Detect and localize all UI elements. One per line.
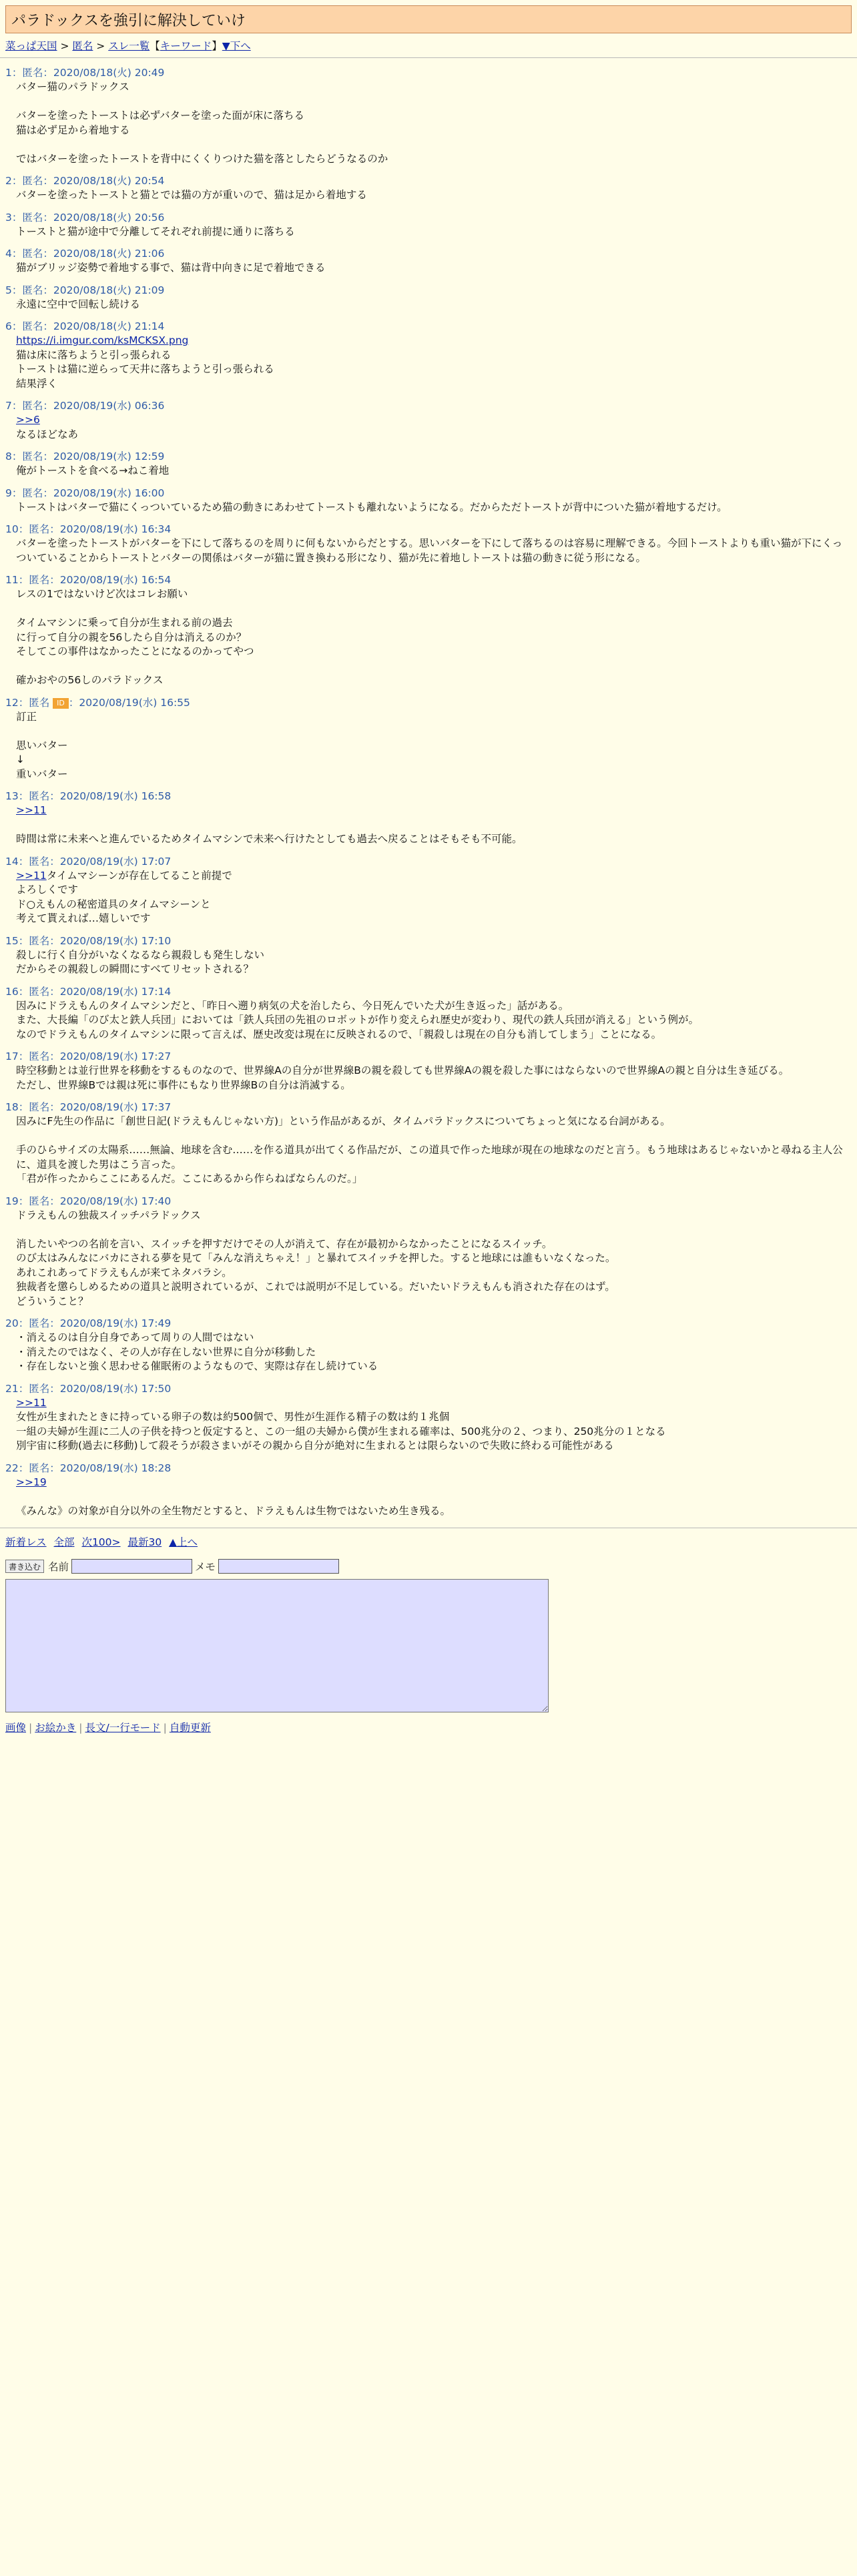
post-line: 考えて貰えれば…嬉しいです — [16, 912, 151, 924]
post-header[interactable]: 5：匿名：2020/08/18(火) 21:09 — [5, 284, 165, 296]
post-line: に行って自分の親を56したら自分は消えるのか？ — [16, 631, 247, 643]
post-line: そしてこの事件はなかったことになるのかってやつ — [16, 645, 254, 657]
post-line: 時空移動とは並行世界を移動をするものなので、世界線Aの自分が世界線Bの親を殺しても世界線Aの親を殺した事にはならないので世界線Aの親と自分は生き延びる。 — [16, 1064, 790, 1076]
post-header[interactable]: 10：匿名：2020/08/19(水) 16:34 — [5, 523, 172, 535]
post — [5, 1317, 852, 1374]
post-body — [5, 1396, 852, 1454]
post-line: 思いバター — [16, 739, 68, 751]
reply-anchor-link[interactable]: >>11 — [16, 804, 47, 816]
post-body — [5, 413, 852, 442]
post-body — [5, 803, 852, 847]
post-header[interactable]: 11：匿名：2020/08/19(水) 16:54 — [5, 574, 172, 586]
scroll-down-link[interactable]: ▼下へ — [222, 40, 251, 52]
name-field[interactable] — [71, 1559, 192, 1574]
post-line: 女性が生まれたときに持っている卵子の数は約500個で、男性が生涯作る精子の数は約１兆個 — [16, 1411, 450, 1423]
reply-anchor-link[interactable]: >>11 — [16, 1396, 47, 1409]
post-line — [16, 803, 852, 818]
long-text-mode-link[interactable]: 長文/一行モード — [85, 1722, 161, 1734]
post-line: 確かおやの56しのパラドックス — [16, 674, 164, 686]
post-line-text: タイムマシーンが存在してること前提で — [46, 869, 232, 882]
post-line: 重いバター — [16, 767, 68, 780]
post — [5, 985, 852, 1042]
post — [5, 1050, 852, 1092]
post — [5, 934, 852, 977]
post-line: だからその親殺しの瞬間にすべてリセットされる？ — [16, 963, 254, 975]
post-line — [16, 724, 852, 739]
post-line: タイムマシンに乗って自分が生まれる前の過去 — [16, 617, 233, 629]
post-line: トーストはバターで猫にくっついているため猫の動きにあわせてトーストも離れないようになる。だからただトーストが背中についた猫が着地するだけ。 — [16, 501, 728, 513]
auto-refresh-link[interactable]: 自動更新 — [169, 1722, 211, 1734]
post-line: ではバターを塗ったトーストを背中にくくりつけた猫を落としたらどうなるのか — [16, 152, 388, 165]
post-body — [5, 225, 852, 240]
post-line: バター猫のパラドックス — [16, 81, 129, 93]
post-body — [5, 1209, 852, 1309]
post-header[interactable]: 16：匿名：2020/08/19(水) 17:14 — [5, 985, 172, 998]
post-line: よろしくです — [16, 884, 79, 896]
post-line: 時間は常に未来へと進んでいるためタイムマシンで未来へ行けたとしても過去へ戻ることはそもそも不可能。 — [16, 833, 523, 845]
post-line — [16, 602, 852, 617]
post-body — [5, 1114, 852, 1187]
post-line: 別宇宙に移動(過去に移動)して殺そうが殺さまいがその親から自分が絶対に生まれるとは限らないので失敗に終わる可能性がある — [16, 1439, 614, 1452]
post-line: 猫がブリッジ姿勢で着地する事で、猫は背中向きに足で着地できる — [16, 262, 326, 274]
post-header[interactable]: 7：匿名：2020/08/19(水) 06:36 — [5, 400, 165, 412]
page-title: パラドックスを強引に解決していけ — [5, 5, 852, 33]
post-line — [16, 413, 852, 428]
post-header[interactable]: 15：匿名：2020/08/19(水) 17:10 — [5, 934, 172, 947]
post — [5, 696, 852, 782]
post — [5, 399, 852, 442]
post-line: トーストと猫が途中で分離してそれぞれ前提に通りに落ちる — [16, 225, 295, 238]
reply-anchor-link[interactable]: >>19 — [16, 1476, 47, 1488]
next-100-link[interactable]: 次100> — [81, 1536, 121, 1548]
post-line — [16, 1476, 852, 1490]
post-line: ・消えたのではなく、その人が存在しない世界に自分が移動した — [16, 1345, 316, 1358]
post-list — [0, 66, 857, 1518]
post-line — [16, 95, 852, 109]
post-line: バターを塗ったトーストがバターを下にして落ちるのを周りに何もないからだとする。思いバターを下にして落ちるのは容易に理解できる。今回トーストよりも重い猫が下にくっついていることからトーストとバターの関係はバターが猫に置き換わる形になり、猫が先に着地しトーストは猫の動きに従う形になる。 — [16, 537, 843, 564]
reply-form — [5, 1558, 857, 1715]
post-line: あれこれあってドラえもんが来てネタバラシ。 — [16, 1266, 232, 1279]
post-line: 因みにドラえもんのタイムマシンだと、「昨日へ遡り病気の犬を治したら、今日死んでいた犬が生き返った」話がある。 — [16, 999, 569, 1012]
post-body — [5, 948, 852, 977]
post-body — [5, 587, 852, 688]
post-header[interactable]: 13：匿名：2020/08/19(水) 16:58 — [5, 790, 172, 802]
post-body — [5, 464, 852, 478]
post-header[interactable]: 18：匿名：2020/08/19(水) 17:37 — [5, 1101, 172, 1113]
post-line: 因みにF先生の作品に「創世日記(ドラえもんじゃない方)」という作品があるが、タイムパラドックスについてちょっと気になる台詞がある。 — [16, 1115, 671, 1127]
post-body — [5, 537, 852, 565]
name-label: 名前 — [48, 1561, 69, 1573]
all-posts-link[interactable]: 全部 — [53, 1536, 75, 1548]
post-body — [5, 188, 852, 203]
reply-anchor-link[interactable]: >>11 — [16, 869, 47, 882]
post-line — [16, 334, 852, 348]
post-body — [5, 1064, 852, 1092]
memo-field[interactable] — [218, 1559, 339, 1574]
post-body — [5, 80, 852, 166]
post-header[interactable]: 20：匿名：2020/08/19(水) 17:49 — [5, 1317, 172, 1329]
post-line: 消したいやつの名前を言い、スイッチを押すだけでその人が消えて、存在が最初からなかったことになるスイッチ。 — [16, 1237, 553, 1250]
post-header[interactable]: 1：匿名：2020/08/18(火) 20:49 — [5, 67, 165, 79]
post-line: 《みんな》の対象が自分以外の全生物だとすると、ドラえもんは生物ではないため生き残る。 — [16, 1504, 451, 1517]
post-header[interactable]: 14：匿名：2020/08/19(水) 17:07 — [5, 855, 172, 868]
post-line: ・消えるのは自分自身であって周りの人間ではない — [16, 1331, 254, 1343]
post-header[interactable]: 3：匿名：2020/08/18(火) 20:56 — [5, 211, 165, 224]
tool-links — [5, 1720, 857, 1735]
post — [5, 789, 852, 847]
post-line: のび太はみんなにバカにされる夢を見て「みんな消えちゃえ！」と暴れてスイッチを押した。すると地球には誰もいなくなった。 — [16, 1252, 616, 1264]
post-line: 一組の夫婦が生涯に二人の子供を持つと仮定すると、この一組の夫婦から僕が生まれる確率は、500兆分の２、つまり、250兆分の１となる — [16, 1425, 666, 1437]
post-line: バターを塗ったトーストは必ずバターを塗った面が床に落ちる — [16, 109, 304, 121]
separator: | — [29, 1722, 33, 1734]
post-line — [16, 869, 852, 884]
memo-label: メモ — [195, 1561, 216, 1573]
post-line — [16, 659, 852, 674]
post-line: ドラえもんの独裁スイッチパラドックス — [16, 1209, 201, 1221]
post-header[interactable]: 17：匿名：2020/08/19(水) 17:27 — [5, 1050, 172, 1062]
post-line: 猫は床に落ちようと引っ張られる — [16, 348, 172, 361]
thread-list-link[interactable]: スレ一覧 — [108, 40, 150, 52]
image-url-link[interactable]: https://i.imgur.com/ksMCKSX.png — [16, 334, 189, 346]
post-line — [16, 1490, 852, 1504]
keyword-link[interactable]: キーワード — [160, 40, 212, 52]
post — [5, 1462, 852, 1519]
post-line — [16, 1396, 852, 1411]
post-line: 殺しに行く自分がいなくなるなら親殺しも発生しない — [16, 948, 265, 961]
post-body — [5, 261, 852, 276]
breadcrumb-separator: > — [93, 40, 109, 52]
breadcrumb — [5, 39, 857, 53]
post-header[interactable]: 19：匿名：2020/08/19(水) 17:40 — [5, 1195, 172, 1207]
separator: | — [79, 1722, 83, 1734]
post-line: 猫は必ず足から着地する — [16, 123, 130, 136]
post — [5, 523, 852, 565]
image-link[interactable]: 画像 — [5, 1722, 27, 1734]
breadcrumb-board-link[interactable]: 匿名 — [72, 40, 93, 52]
keyword-bracket-open: 【 — [150, 40, 160, 52]
post-header-number: 12：匿名 — [5, 696, 53, 709]
post — [5, 211, 852, 240]
post-line: 手のひらサイズの太陽系……無論、地球を含む……を作る道具が出てくる作品だが、この道具で作った地球が現在の地球なのだと言う。もう地球はあるじゃないかと尋ねる主人公に、道具を渡した男はこう言った。 — [16, 1144, 843, 1171]
post-body — [5, 710, 852, 782]
post-header[interactable]: 22：匿名：2020/08/19(水) 18:28 — [5, 1462, 172, 1474]
post-line: ↓ — [16, 753, 25, 765]
post-body — [5, 1331, 852, 1374]
post-line: 永遠に空中で回転し続ける — [16, 298, 141, 310]
drawing-link[interactable]: お絵かき — [35, 1722, 77, 1734]
id-badge: ID — [53, 698, 69, 709]
post-line: 俺がトーストを食べる→ねこ着地 — [16, 464, 170, 476]
message-textarea[interactable] — [5, 1579, 549, 1712]
post-line: なのでドラえもんのタイムマシンに限って言えば、歴史改変は現在に反映されるので、「親殺しは現在の自分も消してしまう」ことになる。 — [16, 1028, 662, 1040]
post — [5, 1382, 852, 1454]
post-body — [5, 298, 852, 312]
post — [5, 284, 852, 312]
post — [5, 247, 852, 276]
new-posts-link[interactable]: 新着レス — [5, 1536, 47, 1548]
submit-button[interactable]: 書き込む — [5, 1560, 44, 1573]
post-line: どういうこと？ — [16, 1295, 89, 1307]
post — [5, 855, 852, 926]
post-body — [5, 999, 852, 1042]
breadcrumb-home-link[interactable]: 菜っぱ天国 — [5, 40, 57, 52]
post — [5, 573, 852, 688]
post-body — [5, 869, 852, 926]
post-body — [5, 501, 852, 515]
post — [5, 1195, 852, 1309]
post-line — [16, 137, 852, 152]
latest-30-link[interactable]: 最新30 — [127, 1536, 162, 1548]
post-line: 「君が作ったからここにあるんだ。ここにあるから作らねばならんのだ。」 — [16, 1173, 363, 1185]
scroll-up-link[interactable]: ▲上へ — [169, 1536, 198, 1548]
post — [5, 174, 852, 203]
post-body — [5, 1476, 852, 1519]
post-header[interactable]: 9：匿名：2020/08/19(水) 16:00 — [5, 487, 165, 499]
post-line: なるほどなあ — [16, 428, 79, 440]
post-line: 独裁者を懲らしめるための道具と説明されているが、これでは説明が不足している。だいたいドラえもんも消された存在のはず。 — [16, 1281, 615, 1293]
post — [5, 66, 852, 166]
separator: | — [163, 1722, 167, 1734]
post-line: 結果浮く — [16, 377, 58, 390]
post-header[interactable]: 8：匿名：2020/08/19(水) 12:59 — [5, 450, 165, 462]
post — [5, 1100, 852, 1187]
post-line: バターを塗ったトーストと猫とでは猫の方が重いので、猫は足から着地する — [16, 189, 367, 201]
post-line — [16, 1223, 852, 1237]
reply-anchor-link[interactable]: >>6 — [16, 414, 40, 426]
post — [5, 320, 852, 391]
post-header-date: ：2020/08/19(水) 16:55 — [68, 696, 190, 709]
post-line: また、大長編「のび太と鉄人兵団」においては「鉄人兵団の先祖のロボットが作り変えられ歴史が変わり、現代の鉄人兵団が消える」という例が。 — [16, 1014, 699, 1026]
divider — [0, 57, 857, 58]
post-header[interactable]: 4：匿名：2020/08/18(火) 21:06 — [5, 248, 165, 260]
post — [5, 450, 852, 478]
post-body — [5, 334, 852, 391]
post-line: ただし、世界線Bでは親は死に事件にもなり世界線Bの自分は消滅する。 — [16, 1078, 351, 1091]
post-line: トーストは猫に逆らって天井に落ちようと引っ張られる — [16, 363, 274, 375]
thread-nav — [5, 1535, 857, 1550]
keyword-bracket-close: 】 — [212, 40, 222, 52]
post-header[interactable] — [5, 696, 852, 709]
post-header[interactable]: 21：匿名：2020/08/19(水) 17:50 — [5, 1382, 172, 1395]
post-line: レスの1ではないけど次はコレお願い — [16, 588, 188, 600]
post-line: ド○えもんの秘密道具のタイムマシーンと — [16, 898, 211, 910]
post-line — [16, 1129, 852, 1144]
breadcrumb-separator: > — [57, 40, 73, 52]
post-header[interactable]: 2：匿名：2020/08/18(火) 20:54 — [5, 175, 165, 187]
post-line — [16, 818, 852, 833]
post — [5, 487, 852, 515]
post-line: ・存在しないと強く思わせる催眠術のようなもので、実際は存在し続けている — [16, 1360, 378, 1372]
post-line: 訂正 — [16, 710, 37, 723]
post-header[interactable]: 6：匿名：2020/08/18(火) 21:14 — [5, 320, 165, 332]
